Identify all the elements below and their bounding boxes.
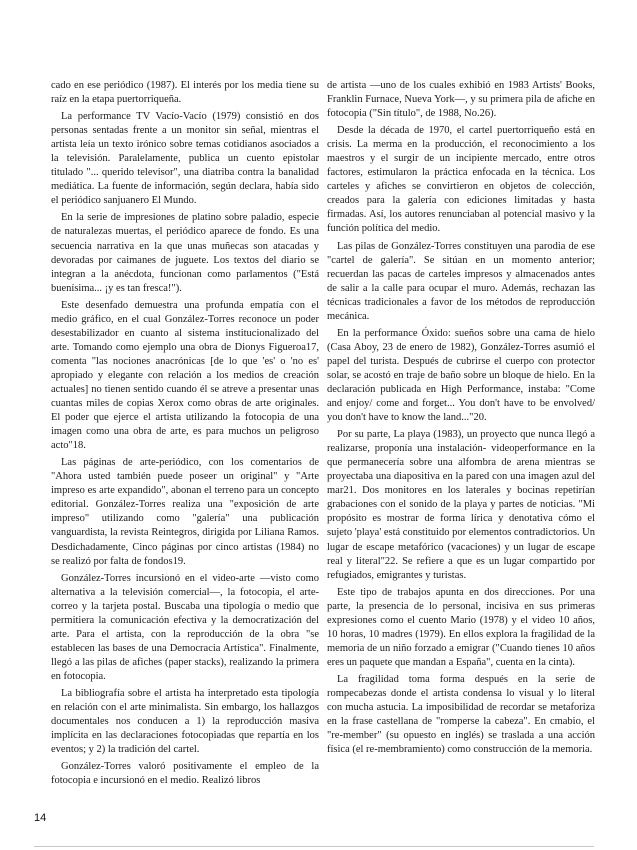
- paragraph: Este desenfado demuestra una profunda empatía con el medio gráfico, en el cual González-Torres reconoce un poder desestabilizador en cuanto al sistema institucionalizado del arte. Tomando como ejemplo una obra de Dionys Figueroa17, comenta "las nociones anacrónicas [de lo que 'es' o 'no es' apropiado y elegante con relación a los medios de creación actuales] no tienen sentido cuando él se atreve a presentar unas cuantas miles de copias Xerox como obras de arte originales. El poder que ejerce el artista utilizando la fotocopia de una imagen como una obra de arte, es para muchos un peligroso acto"18.: [51, 299, 319, 452]
- paragraph: cado en ese periódico (1987). El interés por los media tiene su raíz en la etapa puertorriqueña.: [51, 80, 319, 106]
- paragraph: Este tipo de trabajos apunta en dos direcciones. Por una parte, la presencia de lo personal, incisiva en sus primeras expresiones como el cuento Mario (1978) y el video 10 años, 10 horas, 10 madres (1979). En ellos explora la fragilidad de la memoria de un niño forzado a emigrar ("Cuando tienes 10 años eres un paquete que mandan a España", cuenta en la cinta).: [327, 586, 595, 668]
- text-column-right: [327, 79, 595, 760]
- paragraph: Por su parte, La playa (1983), un proyecto que nunca llegó a realizarse, proponía una instalación- videoperformance en la que permanecería sobre una alfombra de arena mientras se proyectaba una diapositiva en la pared con una imagen azul del mar21. Dos monitores en los laterales y bocinas repetirían grabaciones con el sonido de la playa y partes de noticias. "Mi propósito es mostrar de forma lírica y denotativa cómo el sujeto 'playa' está constituido por elementos contradictorios. Un lugar de escape metafórico (vacaciones) y un lugar de escape real y literal"22. Se refiere a que es un lugar compartido por refugiados, emigrantes y turistas.: [327, 429, 595, 581]
- paragraph: Desde la década de 1970, el cartel puertorriqueño está en crisis. La merma en la producción, el reconocimiento a los maestros y el surgir de un incipiente mercado, entre otros factores, estimularon la práctica enfocada en la técnica. Los carteles y afiches se convirtieron en objetos de colección, creados para la galería con ediciones limitadas y hasta firmadas. Así, los autores renunciaban al potencial masivo y la función política del medio.: [327, 125, 595, 235]
- paragraph: Las pilas de González-Torres constituyen una parodia de ese "cartel de galería". Se sitúan en un momento anterior; recuerdan las pacas de carteles impresos y almacenados antes de salir a la calle para ocupar el muro. Además, rechazan las técnicas tradicionales a favor de los métodos de reproducción mecánica.: [327, 240, 595, 322]
- paragraph: En la performance Óxido: sueños sobre una cama de hielo (Casa Aboy, 23 de enero de 1982), González-Torres asumió el papel del turista. Después de cubrirse el cuerpo con protector solar, se acostó en traje de baño sobre un bloque de hielo. En la declaración publicada en High Performance, instaba: "Come and enjoy/ come and forget... You don't have to be envolved/ you don't have to know the land..."20.: [327, 327, 595, 424]
- paragraph: Las páginas de arte-periódico, con los comentarios de "Ahora usted también puede poseer un original" y "Arte impreso es arte expandido", abonan el terreno para un concepto editorial. González-Torres realiza una "exposición de arte impreso" utilizando como "galería" una publicación vanguardista, la revista Reintegros, dirigida por Liliana Ramos. Desdichadamente, Cinco páginas por cinco artistas (1984) no se realizó por falta de fondos19.: [51, 457, 319, 567]
- paragraph: La bibliografía sobre el artista ha interpretado esta tipología en relación con el arte minimalista. Sin embargo, los hallazgos documentales nos conducen a 1) la reproducción masiva implícita en las declaraciones fotocopiadas que repartía en los eventos; y 2) la tradición del cartel.: [51, 687, 319, 756]
- paragraph: La fragilidad toma forma después en la serie de rompecabezas donde el artista condensa lo visual y lo literal con mucha astucia. La imposibilidad de recordar se metaforiza en la frase castellana de "romperse la cabeza". En cmabio, el "re-member" (su opuesto en inglés) se traslada a una acción física (el re-membramiento) como construcción de la memoria.: [327, 673, 595, 756]
- paragraph: González-Torres valoró positivamente el empleo de la fotocopia e incursionó en el medio. Realizó libros: [51, 761, 319, 787]
- paragraph: González-Torres incursionó en el video-arte —visto como alternativa a la televisión comercial—, la fotocopia, el arte-correo y la tarjeta postal. Buscaba una tipología o medio que permitiera la comunicación efectiva y la democratización del arte. Para el artista, con la reproducción de la obra "se establecen las bases de una Democracia Artística". Finalmente, llegó a las pilas de afiches (paper stacks), realizando la primera en fotocopia.: [51, 572, 319, 682]
- paragraph: En la serie de impresiones de platino sobre paladio, especie de naturalezas muertas, el periódico aparece de fondo. Es una secuencia narrativa en la que unas muñecas son atacadas y devoradas por caimanes de juguete. Los textos del diario se integran a la anécdota, funcionan como parlamentos ("Está buenísima... ¡y es tan fresca!").: [51, 212, 319, 294]
- text-column-left: [51, 79, 319, 791]
- footer-divider: [34, 846, 594, 847]
- paragraph: de artista —uno de los cuales exhibió en 1983 Artists' Books, Franklin Furnace, Nueva York—, y su primera pila de afiche en fotocopia ("Sin título", de 1988, No.26).: [327, 80, 595, 120]
- paragraph: La performance TV Vacío-Vacío (1979) consistió en dos personas sentadas frente a un monitor sin señal, mientras el artista leía un texto irónico sobre temas cotidianos asociados a la televisión. Paralelamente, publica un cuento epistolar titulado "... querido televisor", una diatriba contra la banalidad mediática. La fuente de información, según declara, había sido el periódico sanjuanero El Mundo.: [51, 111, 319, 207]
- page-number: 14: [34, 812, 47, 824]
